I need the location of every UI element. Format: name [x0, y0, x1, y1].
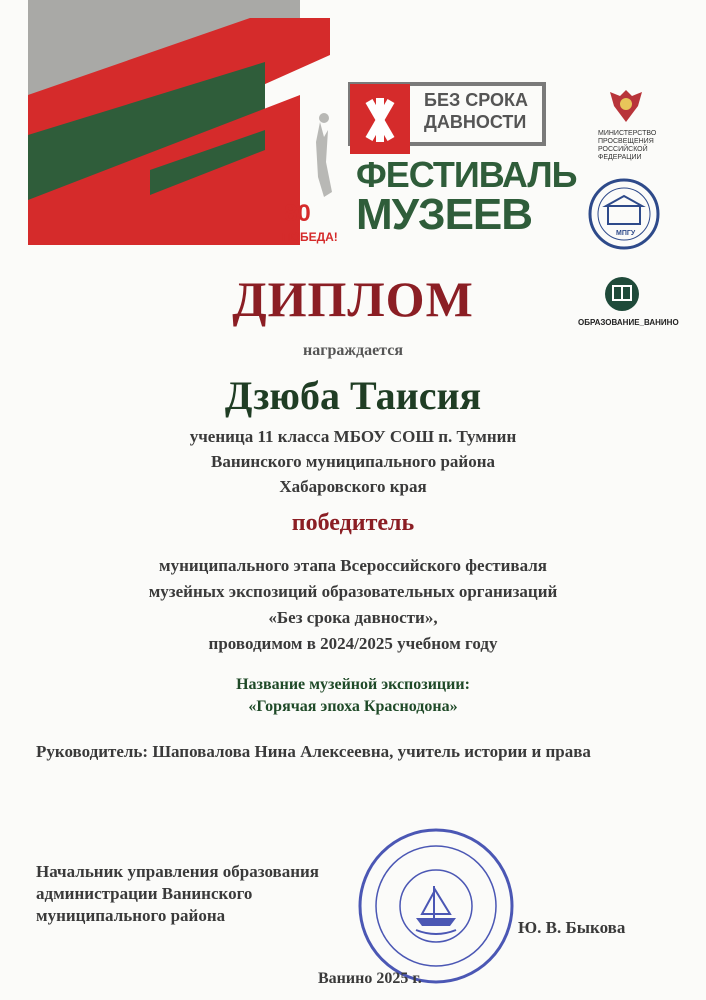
- status-winner: победитель: [291, 510, 415, 536]
- recipient-info-line2: Ванинского муниципального района: [210, 452, 495, 471]
- signer-position-line1: Начальник управления образования: [36, 862, 319, 881]
- diploma-title: ДИПЛОМ: [232, 271, 474, 327]
- event-line3: «Без срока давности»,: [268, 608, 438, 627]
- recipient-info-line3: Хабаровского края: [279, 477, 427, 496]
- signer-name: Ю. В. Быкова: [518, 918, 626, 937]
- education-vanino-label: ОБРАЗОВАНИЕ_ВАНИНО: [578, 318, 679, 327]
- signer-position-line3: муниципального района: [36, 906, 226, 925]
- ministry-line2: ПРОСВЕЩЕНИЯ: [598, 138, 654, 145]
- exposition-name: «Горячая эпоха Краснодона»: [248, 698, 458, 715]
- recipient-name: Дзюба Таисия: [224, 373, 482, 418]
- place-date: Ванино 2025 г.: [318, 970, 422, 987]
- festival-logo: [282, 82, 577, 252]
- logo-tagline-line1: БЕЗ СРОКА: [424, 90, 528, 110]
- mpgu-label: МПГУ: [616, 230, 636, 237]
- anniversary-text: ПОБЕДА!: [282, 230, 338, 244]
- ministry-line1: МИНИСТЕРСТВО: [598, 130, 657, 137]
- logo-tagline-line2: ДАВНОСТИ: [424, 112, 527, 132]
- event-line2: музейных экспозиций образовательных организаций: [148, 582, 558, 601]
- event-line1: муниципального этапа Всероссийского фестиваля: [158, 556, 547, 575]
- exposition-label: Название музейной экспозиции:: [236, 676, 470, 693]
- ministry-emblem-icon: [602, 86, 650, 126]
- official-stamp: [356, 826, 516, 986]
- anniversary-number: 80: [284, 200, 311, 227]
- event-line4: проводимом в 2024/2025 учебном году: [208, 634, 498, 653]
- recipient-info-line1: ученица 11 класса МБОУ СОШ п. Тумнин: [189, 427, 517, 446]
- awarded-text: награждается: [303, 342, 403, 359]
- mpgu-emblem-icon: [588, 178, 660, 250]
- ministry-line4: ФЕДЕРАЦИИ: [598, 154, 642, 161]
- logo-title-line1: ФЕСТИВАЛЬ: [356, 154, 577, 195]
- ministry-line3: РОССИЙСКОЙ: [598, 146, 648, 153]
- signer-position-line2: администрации Ванинского: [36, 884, 253, 903]
- supervisor-line: Руководитель: Шаповалова Нина Алексеевна, учитель истории и права: [36, 742, 591, 761]
- logo-title-line2: МУЗЕЕВ: [356, 190, 533, 239]
